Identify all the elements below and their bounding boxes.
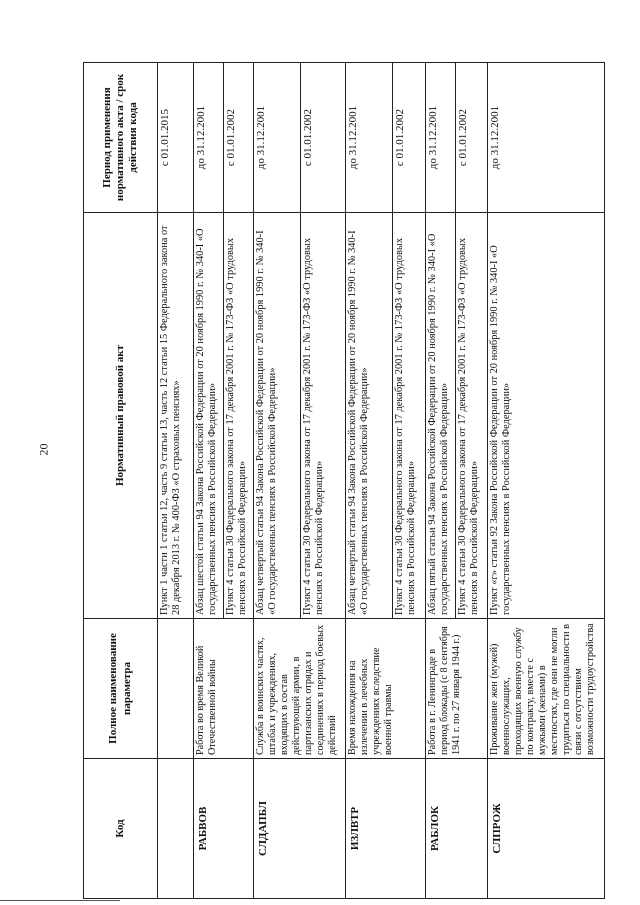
param-cell (158, 619, 194, 759)
code-cell: РАБЛОК (426, 759, 488, 899)
header-param: Полное наименование параметра (84, 619, 158, 759)
header-act: Нормативный правовой акт (84, 213, 158, 619)
code-cell: СЛПРОЖ (488, 759, 605, 899)
period-cell: до 31.12.2001 (254, 63, 301, 213)
table-row (254, 63, 301, 899)
act-cell: Абзац четвертый статьи 94 Закона Российской Федерации от 20 ноября 1990 г. № 340-I «О государственных пенсиях в Российской Федерации» (346, 213, 393, 619)
code-cell (158, 759, 194, 899)
param-cell: Служба в воинских частях, штабах и учреждениях, входящих в состав действующей армии, в партизанских отрядах и соединениях в период боевых действий (254, 619, 346, 759)
period-cell: до 31.12.2001 (346, 63, 393, 213)
period-cell: с 01.01.2002 (393, 63, 426, 213)
table-row (488, 63, 605, 899)
header-period: Период применения нормативного акта / срок действия кода (84, 63, 158, 213)
act-cell: Пункт 4 статьи 30 Федерального закона от 17 декабря 2001 г. № 173-ФЗ «О трудовых пенсиях в Российской Федерации» (456, 213, 488, 619)
act-cell: Абзац четвертый статьи 94 Закона Российской Федерации от 20 ноября 1990 г. № 340-I «О государственных пенсиях в Российской Федерации» (254, 213, 301, 619)
act-cell: Пункт «г» статьи 92 Закона Российской Федерации от 20 ноября 1990 г. № 340-I «О государственных пенсиях в Российской Федерации» (488, 213, 605, 619)
code-cell: СЛДАПБЛ (254, 759, 346, 899)
act-cell: Абзац шестой статьи 94 Закона Российской Федерации от 20 ноября 1990 г. № 340-I «О государственных пенсиях в Российской Федерации» (194, 213, 224, 619)
param-cell: Время нахождения на излечении в лечебных учреждениях вследствие военной травмы (346, 619, 426, 759)
table-row (426, 63, 456, 899)
period-cell: с 01.01.2002 (224, 63, 254, 213)
act-cell: Абзац пятый статьи 94 Закона Российской Федерации от 20 ноября 1990 г. № 340-I «О государственных пенсиях в Российской Федерации» (426, 213, 456, 619)
param-cell: Работа в г. Ленинграде в период блокады (с 8 сентября 1941 г. по 27 января 1944 г.) (426, 619, 488, 759)
period-cell: с 01.01.2002 (301, 63, 346, 213)
act-cell: Пункт 4 статьи 30 Федерального закона от 17 декабря 2001 г. № 173-ФЗ «О трудовых пенсиях в Российской Федерации» (224, 213, 254, 619)
act-cell: Пункт 1 части 1 статьи 12, часть 9 статьи 13, часть 12 статьи 15 Федерального закона от 28 декабря 2013 г. № 400-ФЗ «О страховых пенсиях» (158, 213, 194, 619)
document-page (83, 63, 597, 899)
table-row (158, 63, 194, 899)
period-cell: с 01.01.2015 (158, 63, 194, 213)
table-row (194, 63, 224, 899)
table-header-row (84, 63, 158, 899)
rotated-table-wrapper (83, 63, 597, 899)
code-cell: РАБВОВ (194, 759, 254, 899)
header-code: Код (84, 759, 158, 899)
page-edge-line (0, 900, 120, 901)
normative-acts-table (83, 62, 605, 899)
table-row (346, 63, 393, 899)
period-cell: до 31.12.2001 (194, 63, 224, 213)
period-cell: до 31.12.2001 (426, 63, 456, 213)
code-cell: ИЗЛВТР (346, 759, 426, 899)
param-cell: Работа во время Великой Отечественной войны (194, 619, 254, 759)
act-cell: Пункт 4 статьи 30 Федерального закона от 17 декабря 2001 г. № 173-ФЗ «О трудовых пенсиях в Российской Федерации» (301, 213, 346, 619)
act-cell: Пункт 4 статьи 30 Федерального закона от 17 декабря 2001 г. № 173-ФЗ «О трудовых пенсиях в Российской Федерации» (393, 213, 426, 619)
period-cell: с 01.01.2002 (456, 63, 488, 213)
param-cell: Проживание жен (мужей) военнослужащих, проходящих военную службу по контракту, вместе с мужьями (женами) в местностях, где они не могли трудиться по специальности в связи с отсутствием возможности трудоустройства (488, 619, 605, 759)
page-number: 20 (36, 443, 51, 456)
period-cell: до 31.12.2001 (488, 63, 605, 213)
